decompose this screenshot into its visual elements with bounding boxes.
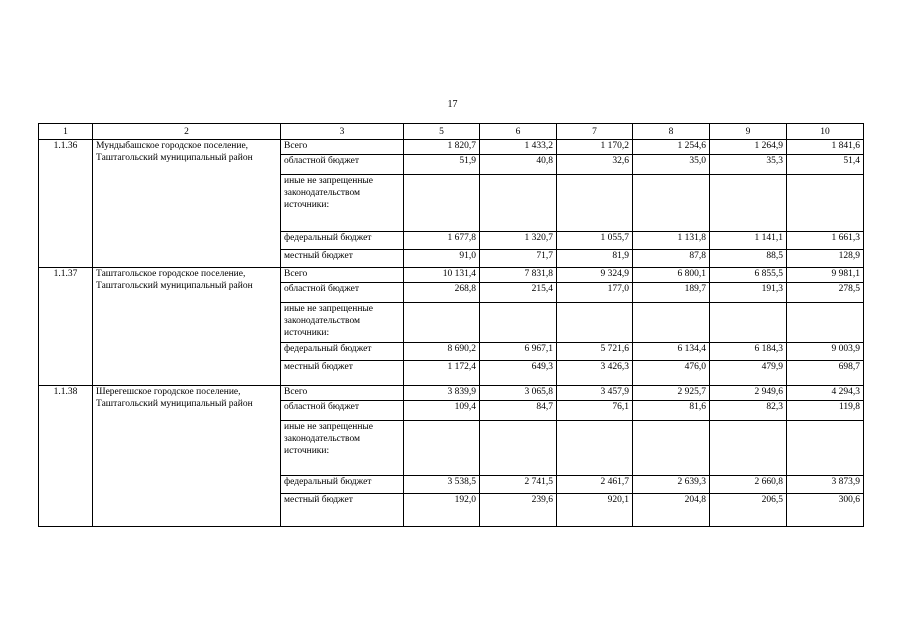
value-cell: 10 131,4 <box>404 268 480 283</box>
value-cell: 71,7 <box>480 250 557 268</box>
value-cell: 8 690,2 <box>404 343 480 361</box>
value-cell <box>787 175 864 232</box>
value-cell: 2 741,5 <box>480 476 557 494</box>
value-cell: 3 426,3 <box>557 361 633 386</box>
funding-source-label: федеральный бюджет <box>281 476 404 494</box>
value-cell <box>710 175 787 232</box>
value-cell: 2 925,7 <box>633 386 710 401</box>
value-cell <box>557 175 633 232</box>
funding-source-label: Всего <box>281 268 404 283</box>
funding-source-label: федеральный бюджет <box>281 343 404 361</box>
page-number: 17 <box>447 99 458 110</box>
value-cell: 51,4 <box>787 155 864 175</box>
value-cell: 2 461,7 <box>557 476 633 494</box>
value-cell: 479,9 <box>710 361 787 386</box>
value-cell <box>633 175 710 232</box>
value-cell: 698,7 <box>787 361 864 386</box>
value-cell: 1 841,6 <box>787 140 864 155</box>
value-cell: 84,7 <box>480 401 557 421</box>
value-cell: 1 661,3 <box>787 232 864 250</box>
value-cell: 6 967,1 <box>480 343 557 361</box>
value-cell: 204,8 <box>633 494 710 527</box>
value-cell: 32,6 <box>557 155 633 175</box>
value-cell: 6 134,4 <box>633 343 710 361</box>
value-cell: 3 873,9 <box>787 476 864 494</box>
value-cell: 82,3 <box>710 401 787 421</box>
value-cell: 3 457,9 <box>557 386 633 401</box>
value-cell: 191,3 <box>710 283 787 303</box>
value-cell: 1 172,4 <box>404 361 480 386</box>
value-cell: 920,1 <box>557 494 633 527</box>
value-cell: 2 660,8 <box>710 476 787 494</box>
value-cell: 7 831,8 <box>480 268 557 283</box>
value-cell: 51,9 <box>404 155 480 175</box>
header-cell: 10 <box>787 124 864 140</box>
table-row <box>39 268 864 283</box>
value-cell: 1 170,2 <box>557 140 633 155</box>
value-cell <box>787 303 864 343</box>
header-cell: 8 <box>633 124 710 140</box>
header-cell: 7 <box>557 124 633 140</box>
value-cell: 35,3 <box>710 155 787 175</box>
row-id: 1.1.37 <box>39 268 93 386</box>
value-cell <box>710 303 787 343</box>
value-cell: 189,7 <box>633 283 710 303</box>
header-cell: 2 <box>93 124 281 140</box>
header-cell: 3 <box>281 124 404 140</box>
value-cell <box>404 175 480 232</box>
value-cell: 1 141,1 <box>710 232 787 250</box>
value-cell: 88,5 <box>710 250 787 268</box>
value-cell: 5 721,6 <box>557 343 633 361</box>
funding-source-label: иные не запрещенные законодательством источники: <box>281 175 404 232</box>
row-id: 1.1.38 <box>39 386 93 527</box>
settlement-name: Шерегешское городское поселение, Таштагольский муниципальный район <box>93 386 281 527</box>
value-cell: 81,6 <box>633 401 710 421</box>
funding-source-label: областной бюджет <box>281 283 404 303</box>
funding-source-label: областной бюджет <box>281 155 404 175</box>
value-cell: 239,6 <box>480 494 557 527</box>
value-cell: 177,0 <box>557 283 633 303</box>
value-cell: 9 324,9 <box>557 268 633 283</box>
value-cell: 1 820,7 <box>404 140 480 155</box>
value-cell: 76,1 <box>557 401 633 421</box>
settlement-name: Мундыбашское городское поселение, Таштагольский муниципальный район <box>93 140 281 268</box>
header-cell: 1 <box>39 124 93 140</box>
value-cell: 3 839,9 <box>404 386 480 401</box>
value-cell <box>557 421 633 476</box>
value-cell <box>633 303 710 343</box>
value-cell <box>404 421 480 476</box>
value-cell: 9 981,1 <box>787 268 864 283</box>
header-cell: 5 <box>404 124 480 140</box>
value-cell <box>787 421 864 476</box>
value-cell: 268,8 <box>404 283 480 303</box>
value-cell: 1 055,7 <box>557 232 633 250</box>
value-cell <box>480 175 557 232</box>
value-cell <box>633 421 710 476</box>
value-cell: 2 639,3 <box>633 476 710 494</box>
value-cell: 6 800,1 <box>633 268 710 283</box>
header-cell: 6 <box>480 124 557 140</box>
header-cell: 9 <box>710 124 787 140</box>
value-cell: 300,6 <box>787 494 864 527</box>
value-cell: 35,0 <box>633 155 710 175</box>
value-cell <box>480 303 557 343</box>
value-cell: 1 320,7 <box>480 232 557 250</box>
value-cell: 40,8 <box>480 155 557 175</box>
value-cell <box>557 303 633 343</box>
value-cell: 119,8 <box>787 401 864 421</box>
funding-source-label: Всего <box>281 140 404 155</box>
funding-source-label: местный бюджет <box>281 250 404 268</box>
funding-source-label: иные не запрещенные законодательством источники: <box>281 421 404 476</box>
value-cell: 1 254,6 <box>633 140 710 155</box>
value-cell: 128,9 <box>787 250 864 268</box>
value-cell: 215,4 <box>480 283 557 303</box>
value-cell: 476,0 <box>633 361 710 386</box>
funding-source-label: местный бюджет <box>281 361 404 386</box>
value-cell: 1 131,8 <box>633 232 710 250</box>
value-cell: 91,0 <box>404 250 480 268</box>
value-cell: 6 855,5 <box>710 268 787 283</box>
value-cell: 192,0 <box>404 494 480 527</box>
table-row <box>39 386 864 401</box>
funding-source-label: местный бюджет <box>281 494 404 527</box>
value-cell: 4 294,3 <box>787 386 864 401</box>
header-row <box>39 124 864 140</box>
value-cell: 649,3 <box>480 361 557 386</box>
value-cell <box>480 421 557 476</box>
value-cell: 1 433,2 <box>480 140 557 155</box>
value-cell <box>710 421 787 476</box>
funding-source-label: Всего <box>281 386 404 401</box>
value-cell: 87,8 <box>633 250 710 268</box>
value-cell: 206,5 <box>710 494 787 527</box>
row-id: 1.1.36 <box>39 140 93 268</box>
value-cell: 278,5 <box>787 283 864 303</box>
value-cell: 2 949,6 <box>710 386 787 401</box>
value-cell: 9 003,9 <box>787 343 864 361</box>
budget-table <box>38 123 864 527</box>
value-cell: 3 065,8 <box>480 386 557 401</box>
table-row <box>39 140 864 155</box>
value-cell: 1 264,9 <box>710 140 787 155</box>
value-cell <box>404 303 480 343</box>
value-cell: 109,4 <box>404 401 480 421</box>
value-cell: 81,9 <box>557 250 633 268</box>
settlement-name: Таштагольское городское поселение, Таштагольский муниципальный район <box>93 268 281 386</box>
value-cell: 1 677,8 <box>404 232 480 250</box>
funding-source-label: иные не запрещенные законодательством источники: <box>281 303 404 343</box>
value-cell: 3 538,5 <box>404 476 480 494</box>
value-cell: 6 184,3 <box>710 343 787 361</box>
funding-source-label: федеральный бюджет <box>281 232 404 250</box>
funding-source-label: областной бюджет <box>281 401 404 421</box>
